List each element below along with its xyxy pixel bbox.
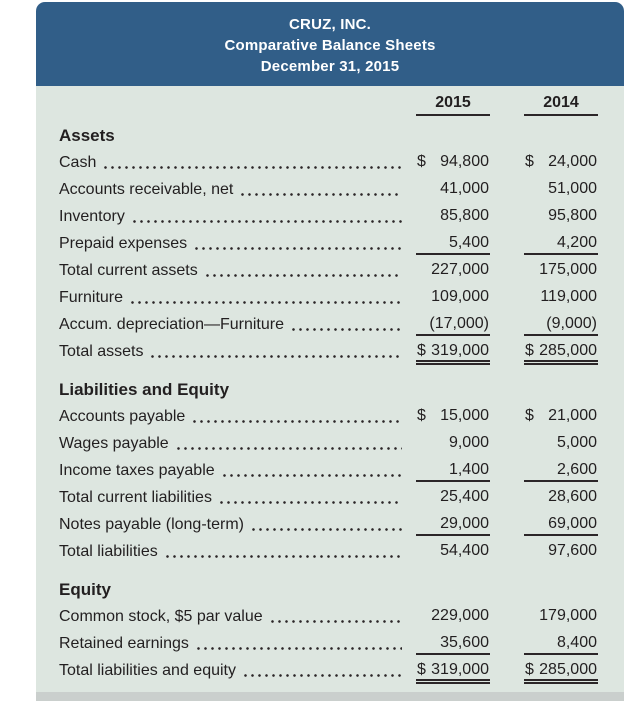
amount-value: 21,000 [548,406,597,424]
amount-value: 25,400 [440,487,489,505]
currency-symbol: $ [417,406,426,424]
value-cell-2014 [524,342,598,365]
amount-value: 285,000 [539,660,597,678]
amount-value: 35,600 [440,633,489,651]
amount-value: (17,000) [429,314,489,332]
row-label: Income taxes payable [59,461,215,479]
value-cell-2015 [416,513,490,536]
currency-symbol: $ [417,660,426,678]
table-row [59,511,598,538]
row-label: Total assets [59,342,144,360]
currency-symbol: $ [417,341,426,359]
section [59,576,598,684]
row-label: Notes payable (long-term) [59,515,244,533]
table-row [59,257,598,284]
dot-leader [191,403,402,430]
value-cell-2015 [416,205,490,228]
amount-value: 15,000 [440,406,489,424]
value-cell-2015 [416,540,490,563]
row-label: Total liabilities and equity [59,661,236,679]
sections-container [59,122,598,684]
amount-value: 319,000 [431,341,489,359]
row-label: Retained earnings [59,634,189,652]
amount-value: 109,000 [431,287,489,305]
value-cell-2014 [524,632,598,655]
amount-value: 24,000 [548,152,597,170]
value-cell-2015 [416,259,490,282]
dot-leader [269,603,402,630]
value-cell-2015 [416,486,490,509]
dot-leader [175,430,402,457]
amount-value: 29,000 [440,514,489,532]
table-row [59,657,598,684]
section-heading: Liabilities and Equity [59,379,230,399]
currency-symbol: $ [525,152,534,170]
dot-leader [221,457,402,484]
dot-leader [129,284,402,311]
table-row [59,284,598,311]
company-name: CRUZ, INC. [289,16,371,33]
column-header-2015: 2015 [416,94,490,116]
value-cell-2014 [524,259,598,282]
amount-value: 5,000 [556,433,597,451]
amount-value: 69,000 [548,514,597,532]
table-row [59,630,598,657]
value-cell-2015 [416,432,490,455]
dot-leader [242,657,402,684]
dot-leader [164,538,402,565]
bottom-edge-bar [36,692,624,701]
column-headers [59,90,598,116]
table-row [59,457,598,484]
section-rows [59,149,598,365]
value-cell-2015 [416,286,490,309]
section-heading: Equity [59,579,111,599]
value-cell-2015 [416,661,490,684]
table-row [59,603,598,630]
value-cell-2014 [524,232,598,255]
value-cell-2015 [416,605,490,628]
table-row [59,230,598,257]
amount-value: 41,000 [440,179,489,197]
amount-value: 175,000 [539,260,597,278]
amount-value: 119,000 [540,287,597,305]
row-label: Common stock, $5 par value [59,607,263,625]
value-cell-2014 [524,432,598,455]
value-cell-2015 [416,632,490,655]
dot-leader [218,484,402,511]
value-cell-2014 [524,486,598,509]
row-label: Prepaid expenses [59,234,188,252]
currency-symbol: $ [525,660,534,678]
section-rows [59,403,598,565]
table-row [59,311,598,338]
dot-leader [239,176,402,203]
value-cell-2015 [416,459,490,482]
section-heading: Assets [59,125,115,145]
value-cell-2014 [524,661,598,684]
amount-value: 229,000 [431,606,489,624]
dot-leader [195,630,402,657]
amount-value: 95,800 [548,206,597,224]
dot-leader [204,257,402,284]
balance-sheet [36,2,624,701]
value-cell-2014 [524,513,598,536]
dot-leader [193,230,402,257]
statement-body [36,86,624,692]
row-label: Inventory [59,207,125,225]
value-cell-2014 [524,605,598,628]
value-cell-2015 [416,313,490,336]
value-cell-2015 [416,232,490,255]
value-cell-2014 [524,286,598,309]
amount-value: 179,000 [539,606,597,624]
amount-value: 1,400 [448,460,489,478]
value-cell-2014 [524,205,598,228]
dot-leader [290,311,402,338]
amount-value: (9,000) [546,314,597,332]
amount-value: 227,000 [431,260,489,278]
value-cell-2015 [416,178,490,201]
row-label: Accounts payable [59,407,186,425]
row-label: Total current assets [59,261,198,279]
amount-value: 97,600 [548,541,597,559]
row-label: Accounts receivable, net [59,180,234,198]
table-row [59,538,598,565]
dot-leader [149,338,402,365]
row-label: Furniture [59,288,124,306]
section-rows [59,603,598,684]
row-label: Cash [59,153,97,171]
amount-value: 5,400 [448,233,489,251]
row-label: Total liabilities [59,542,158,560]
currency-symbol: $ [525,341,534,359]
currency-symbol: $ [417,152,426,170]
amount-value: 51,000 [548,179,597,197]
amount-value: 2,600 [556,460,597,478]
value-cell-2014 [524,459,598,482]
currency-symbol: $ [525,406,534,424]
value-cell-2015 [416,342,490,365]
row-label: Wages payable [59,434,169,452]
value-cell-2015 [416,405,490,428]
amount-value: 28,600 [548,487,597,505]
dot-leader [250,511,402,538]
row-label: Total current liabilities [59,488,212,506]
statement-header [36,2,624,86]
dot-leader [131,203,402,230]
column-header-2014: 2014 [524,94,598,116]
table-row [59,484,598,511]
table-row [59,430,598,457]
table-row [59,203,598,230]
table-row [59,403,598,430]
dot-leader [102,149,402,176]
amount-value: 8,400 [556,633,597,651]
amount-value: 94,800 [440,152,489,170]
amount-value: 4,200 [556,233,597,251]
table-row [59,338,598,365]
amount-value: 85,800 [440,206,489,224]
value-cell-2015 [416,151,490,174]
value-cell-2014 [524,405,598,428]
value-cell-2014 [524,540,598,563]
statement-date: December 31, 2015 [260,58,400,75]
amount-value: 54,400 [440,541,489,559]
value-cell-2014 [524,151,598,174]
statement-title: Comparative Balance Sheets [224,37,436,54]
section [59,122,598,365]
value-cell-2014 [524,313,598,336]
row-label: Accum. depreciation—Furniture [59,315,284,333]
table-row [59,176,598,203]
value-cell-2014 [524,178,598,201]
section [59,376,598,565]
amount-value: 9,000 [448,433,489,451]
amount-value: 285,000 [539,341,597,359]
table-row [59,149,598,176]
amount-value: 319,000 [431,660,489,678]
